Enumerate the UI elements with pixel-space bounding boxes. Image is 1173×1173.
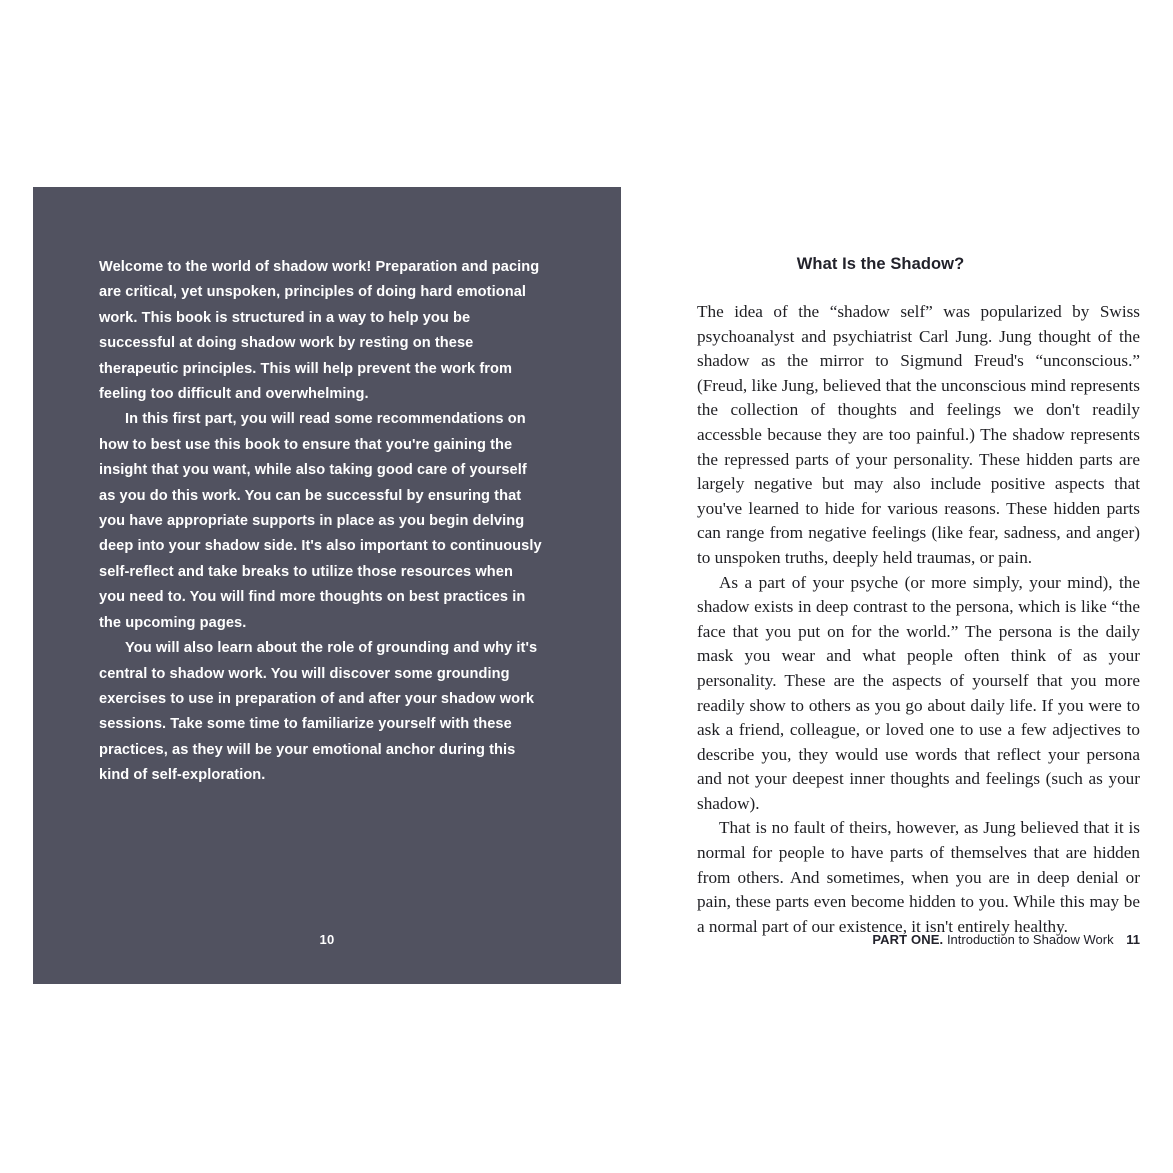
paragraph: The idea of the “shadow self” was popularized by Swiss psychoanalyst and psychiatrist Carl Jung. Jung thought of the shadow as the mirror to Sigmund Freud's “unconscious.” (Freud, like Jung, believed that the unconscious mind represents the collection of thoughts and feelings we don't readily accessble because they are too painful.) The shadow represents the repressed parts of your personality. These hidden parts are largely negative but may also include positive aspects that you've learned to hide for various reasons. These hidden parts can range from negative feelings (like fear, sadness, and anger) to unspoken truths, deeply held traumas, or pain. xyxy=(697,302,1140,567)
left-page-body xyxy=(99,255,543,789)
paragraph: That is no fault of theirs, however, as Jung believed that it is normal for people to have parts of themselves that are hidden from others. And sometimes, when you are in deep denial or pain, these parts even become hidden to you. While this may be a normal part of our existence, it isn't entirely healthy. xyxy=(697,818,1140,936)
paragraph: In this first part, you will read some recommendations on how to best use this book to ensure that you're gaining the insight that you want, while also taking good care of yourself as you do this work. You can be successful by ensuring that you have appropriate supports in place as you begin delving deep into your shadow side. It's also important to continuously self-reflect and take breaks to utilize those resources when you need to. You will find more thoughts on best practices in the upcoming pages. xyxy=(99,411,542,631)
page-number-right: 11 xyxy=(1126,932,1140,947)
page-number-left: 10 xyxy=(319,932,335,947)
running-footer xyxy=(872,932,1140,947)
section-heading: What Is the Shadow? xyxy=(796,255,965,273)
paragraph: Welcome to the world of shadow work! Preparation and pacing are critical, yet unspoken, principles of doing hard emotional work. This book is structured in a way to help you be successful at doing shadow work by resting on these therapeutic principles. This will help prevent the work from feeling too difficult and overwhelming. xyxy=(99,259,540,403)
left-page xyxy=(33,187,621,984)
running-footer-part-label: PART ONE. xyxy=(872,932,944,947)
paragraph: As a part of your psyche (or more simply, your mind), the shadow exists in deep contrast to the persona, which is like “the face that you put on for the world.” The persona is the daily mask you wear and what people often think of as your personality. These are the aspects of yourself that you more readily show to others as you go about daily life. If you were to ask a friend, colleague, or loved one to use a few adjectives to describe you, they would use words that reflect your persona and not your deepest inner thoughts and feelings (such as your shadow). xyxy=(697,572,1140,813)
right-page xyxy=(621,187,1140,984)
paragraph: You will also learn about the role of grounding and why it's central to shadow work. You will discover some grounding exercises to use in preparation of and after your shadow work sessions. Take some time to familiarize yourself with these practices, as they will be your emotional anchor during this kind of self-exploration. xyxy=(99,640,538,784)
running-footer-part-title: Introduction to Shadow Work xyxy=(946,932,1114,947)
right-page-body xyxy=(697,300,1140,939)
